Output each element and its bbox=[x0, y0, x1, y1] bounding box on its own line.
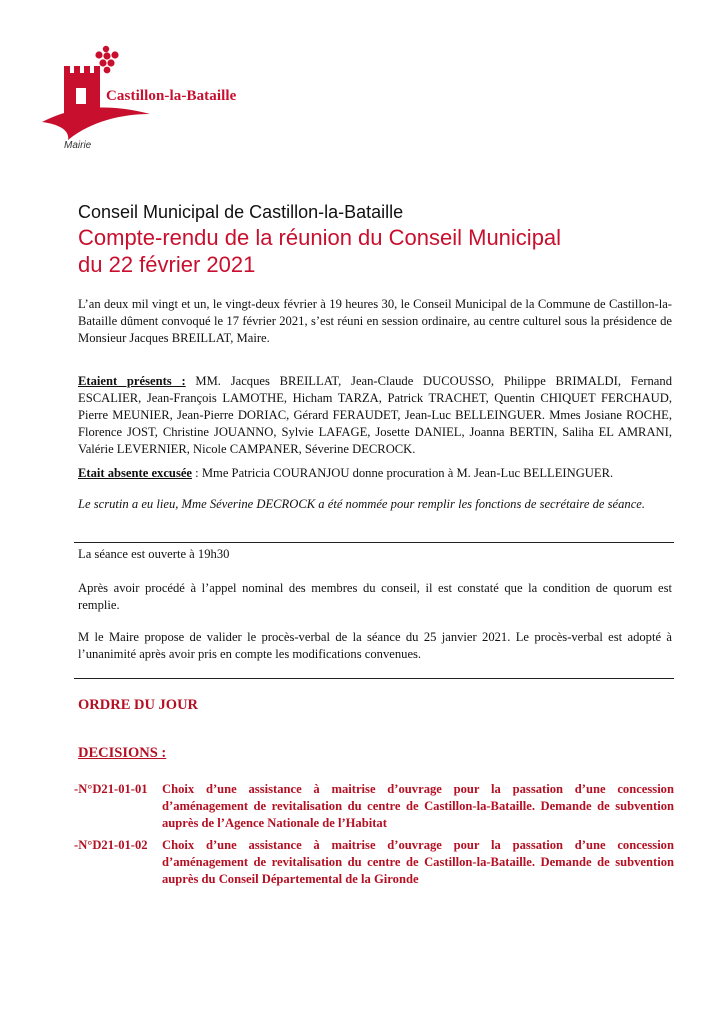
divider bbox=[74, 678, 674, 679]
council-title: Conseil Municipal de Castillon-la-Bataille bbox=[78, 202, 404, 222]
report-title bbox=[78, 224, 638, 278]
intro-paragraph: L’an deux mil vingt et un, le vingt-deux février à 19 heures 30, le Conseil Municipal de la Commune de Castillon-la-Bataille dûment convoqué le 17 février 2021, s’est réuni en session ordinaire, au centre culturel sous la présidence de Monsieur Jacques BREILLAT, Maire. bbox=[78, 297, 672, 345]
decisions-heading: DECISIONS : bbox=[78, 745, 167, 761]
absente-paragraph bbox=[78, 465, 672, 482]
quorum-paragraph: Après avoir procédé à l’appel nominal des membres du conseil, il est constaté que la condition de quorum est remplie. bbox=[78, 581, 672, 612]
presents-text: MM. Jacques BREILLAT, Jean-Claude DUCOUSSO, Philippe BRIMALDI, Fernand ESCALIER, Jean-François LAMOTHE, Hicham TARZA, Patrick TRACHET, Quentin CHIQUET FERCHAUD, Pierre MEUNIER, Jean-Pierre DORIAC, Gérard FERAUDET, Jean-Luc BELLEINGUER. Mmes Josiane ROCHE, Florence JOST, Christine JOUANNO, Sylvie LAFAGE, Josette DANIEL, Joanna BERTIN, Saliha EL AMRANI, Valérie LEVERNIER, Nicole CAMPANER, Séverine DECROCK. bbox=[78, 374, 672, 456]
presents-label: Etaient présents : bbox=[78, 374, 186, 388]
scrutin-paragraph: Le scrutin a eu lieu, Mme Séverine DECROCK a été nommée pour remplir les fonctions de secrétaire de séance. bbox=[78, 497, 646, 511]
pv-paragraph: M le Maire propose de valider le procès-verbal de la séance du 25 janvier 2021. Le procès-verbal est adopté à l’unanimité après avoir pris en compte les modifications convenues. bbox=[78, 630, 672, 661]
report-title-line2: du 22 février 2021 bbox=[78, 252, 256, 277]
presents-paragraph bbox=[78, 373, 672, 458]
decision-text: Choix d’une assistance à maitrise d’ouvrage pour la passation d’une concession d’aménagement de revitalisation du centre de Castillon-la-Bataille. Demande de subvention auprès de l’Agence Nationale de l’Habitat bbox=[162, 782, 674, 830]
agenda-heading: ORDRE DU JOUR bbox=[78, 697, 199, 713]
logo-town-name: Castillon-la-Bataille bbox=[106, 88, 237, 104]
decision-item bbox=[74, 837, 674, 888]
absente-text: : Mme Patricia COURANJOU donne procuration à M. Jean-Luc BELLEINGUER. bbox=[192, 466, 614, 480]
absente-label: Etait absente excusée bbox=[78, 466, 193, 480]
decision-number: -N°D21-01-02 bbox=[74, 838, 148, 852]
divider bbox=[74, 542, 674, 543]
report-title-line1: Compte-rendu de la réunion du Conseil Municipal bbox=[78, 225, 562, 250]
decision-number: -N°D21-01-01 bbox=[74, 782, 148, 796]
decision-item bbox=[74, 781, 674, 832]
logo-subtitle: Mairie bbox=[64, 140, 92, 151]
opening-time: La séance est ouverte à 19h30 bbox=[78, 547, 230, 561]
decision-text: Choix d’une assistance à maitrise d’ouvrage pour la passation d’une concession d’aménagement de revitalisation du centre de Castillon-la-Bataille. Demande de subvention auprès du Conseil Départemental de la Gironde bbox=[162, 838, 674, 886]
